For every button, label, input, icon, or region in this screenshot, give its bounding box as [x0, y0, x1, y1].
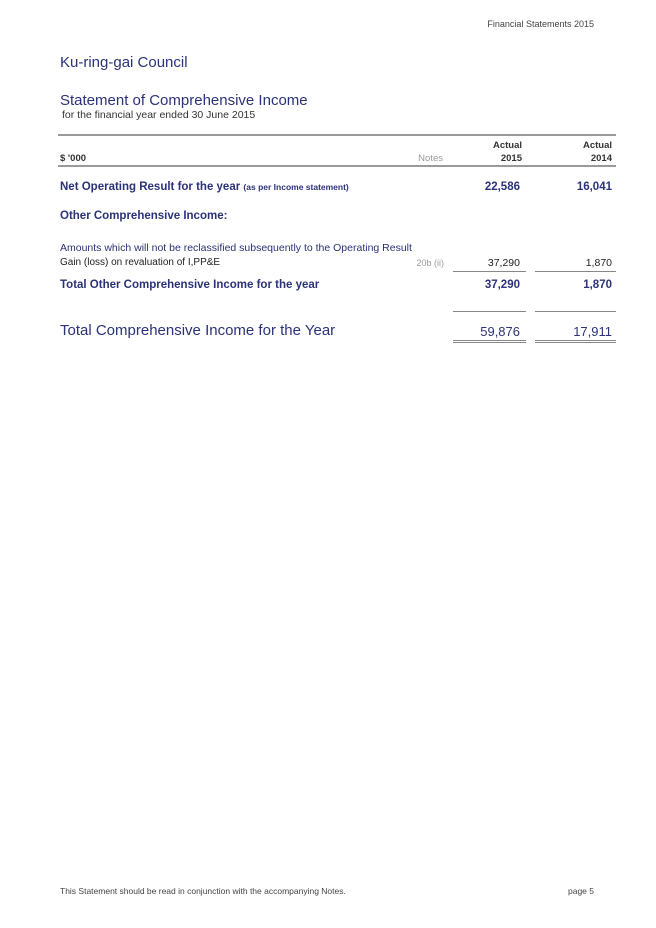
underline-2014-total-other: [535, 311, 616, 312]
net-operating-label: Net Operating Result for the year: [60, 181, 241, 193]
statement-title: Statement of Comprehensive Income: [60, 92, 308, 109]
double-underline-2014-b: [535, 342, 616, 343]
col-2015-label-line1: Actual: [492, 140, 522, 151]
gain-loss-note: 20b (ii): [416, 258, 444, 268]
net-operating-2015: 22,586: [484, 181, 520, 193]
other-comprehensive-heading: Other Comprehensive Income:: [60, 210, 228, 222]
col-2014-label-line1: Actual: [582, 140, 612, 151]
footer-note: This Statement should be read in conjunction with the accompanying Notes.: [60, 886, 346, 896]
net-operating-2014: 16,041: [576, 181, 612, 193]
gain-loss-2014: 1,870: [585, 257, 612, 269]
notes-column-label: Notes: [418, 153, 443, 164]
underline-2015-gain: [453, 271, 526, 272]
total-other-label: Total Other Comprehensive Income for the year: [60, 279, 320, 291]
statement-subtitle: for the financial year ended 30 June 2015: [62, 109, 256, 121]
page-number: page 5: [568, 886, 594, 896]
double-underline-2015-a: [453, 340, 526, 341]
col-2015-label-line2: 2015: [500, 153, 522, 164]
header-bottom-rule: [58, 165, 616, 167]
header-top-rule: [58, 134, 616, 136]
net-operating-qualifier: (as per Income statement): [243, 182, 349, 192]
underline-2015-total-other: [453, 311, 526, 312]
underline-2014-gain: [535, 271, 616, 272]
total-other-2015: 37,290: [484, 279, 520, 291]
organisation-name: Ku-ring-gai Council: [60, 54, 188, 71]
total-comprehensive-2015: 59,876: [480, 324, 520, 339]
gain-loss-2015: 37,290: [487, 257, 520, 269]
double-underline-2014-a: [535, 340, 616, 341]
net-operating-row: [60, 181, 349, 193]
double-underline-2015-b: [453, 342, 526, 343]
not-reclassified-heading: Amounts which will not be reclassified subsequently to the Operating Result: [60, 242, 412, 254]
unit-label: $ '000: [60, 153, 87, 164]
total-comprehensive-2014: 17,911: [573, 324, 612, 339]
gain-loss-label: Gain (loss) on revaluation of I,PP&E: [60, 257, 221, 268]
total-other-2014: 1,870: [583, 279, 612, 291]
total-comprehensive-label: Total Comprehensive Income for the Year: [60, 322, 336, 339]
header-title: Financial Statements 2015: [487, 19, 594, 29]
col-2014-label-line2: 2014: [590, 153, 612, 164]
